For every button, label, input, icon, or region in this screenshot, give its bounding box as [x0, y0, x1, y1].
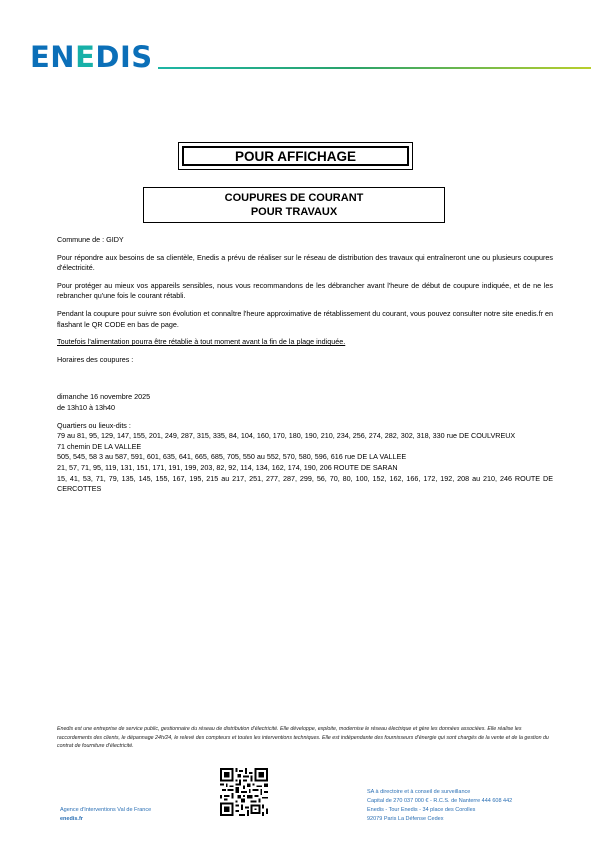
footer-company-block — [367, 788, 512, 824]
agency-name: Agence d'Interventions Val de France — [60, 807, 152, 813]
company-line: SA à directoire et à conseil de surveillance — [367, 789, 471, 795]
affichage-banner — [178, 142, 413, 170]
footer-agency-block — [60, 806, 151, 824]
website-link[interactable]: enedis.fr — [60, 816, 83, 822]
quartier-item: 15, 41, 53, 71, 79, 135, 145, 155, 167, 195, 215 au 217, 251, 277, 287, 299, 56, 70, 80, 100, 152, 162, 166, 172, 192, 208 au 210, 246 ROUTE DE CERCOTTES — [57, 473, 553, 494]
quartier-item: 21, 57, 71, 95, 119, 131, 151, 171, 191, 199, 203, 82, 92, 114, 134, 162, 174, 190, 206 ROUTE DE SARAN — [57, 462, 398, 472]
company-line: Enedis - Tour Enedis - 34 place des Corolles — [367, 807, 476, 813]
company-line: 92079 Paris La Défense Cedex — [367, 816, 444, 822]
protection-paragraph: Pour protéger au mieux vos appareils sensibles, nous vous recommandons de les débrancher avant l'heure de début de coupure indiquée, et de ne les rebrancher qu'une fois le courant rétabli. — [57, 280, 553, 301]
notice-body — [57, 235, 553, 495]
affichage-title: POUR AFFICHAGE — [182, 146, 409, 166]
horaires-label: Horaires des coupures : — [57, 354, 134, 364]
company-line: Capital de 270 037 000 € - R.C.S. de Nanterre 444 608 442 — [367, 798, 513, 804]
header-divider — [158, 67, 591, 69]
qr-code-icon[interactable] — [220, 768, 268, 816]
coupures-header-box — [143, 187, 445, 223]
quartier-item: 71 chemin DE LA VALLEE — [57, 441, 142, 451]
quartiers-label: Quartiers ou lieux-dits : — [57, 420, 131, 430]
coupures-subtitle: POUR TRAVAUX — [250, 206, 338, 218]
qr-paragraph: Pendant la coupure pour suivre son évolution et connaître l'heure approximative de rétablissement du courant, vous pouvez consulter notre site enedis.fr en flashant le QR CODE en bas de page. — [57, 308, 553, 329]
quartier-item: 79 au 81, 95, 129, 147, 155, 201, 249, 287, 315, 335, 84, 104, 160, 170, 180, 190, 210, 234, 256, 274, 282, 302, 318, 330 rue DE COULVREUX — [57, 431, 516, 441]
outage-time: de 13h10 à 13h40 — [57, 402, 115, 412]
coupures-title: COUPURES DE COURANT — [224, 192, 364, 204]
quartier-item: 505, 545, 58 3 au 587, 591, 601, 635, 641, 665, 685, 705, 550 au 552, 570, 580, 596, 616 rue DE LA VALLEE — [57, 452, 407, 462]
legal-notice: Enedis est une entreprise de service public, gestionnaire du réseau de distribution d'électricité. Elle développe, exploite, modernise le réseau électrique et gère les données associées. Elle réalise les raccordements des clients, le dépannage 24h/24, le relevé des compteurs et toutes les interventions techniques. Elle est indépendante des fournisseurs d'énergie qui sont chargés de la vente et de la gestion du contrat de fourniture d'électricité. — [57, 726, 549, 749]
intro-paragraph: Pour répondre aux besoins de sa clientèle, Enedis a prévu de réaliser sur le réseau de distribution des travaux qui entraîneront une ou plusieurs coupures d'électricité. — [57, 252, 553, 273]
disclaimer-paragraph: Toutefois l'alimentation pourra être rétablie à tout moment avant la fin de la plage indiquée. — [57, 337, 346, 347]
commune-line: Commune de : GIDY — [57, 235, 124, 244]
outage-date: dimanche 16 novembre 2025 — [57, 392, 151, 402]
enedis-logo: ENEDIS — [30, 40, 153, 74]
